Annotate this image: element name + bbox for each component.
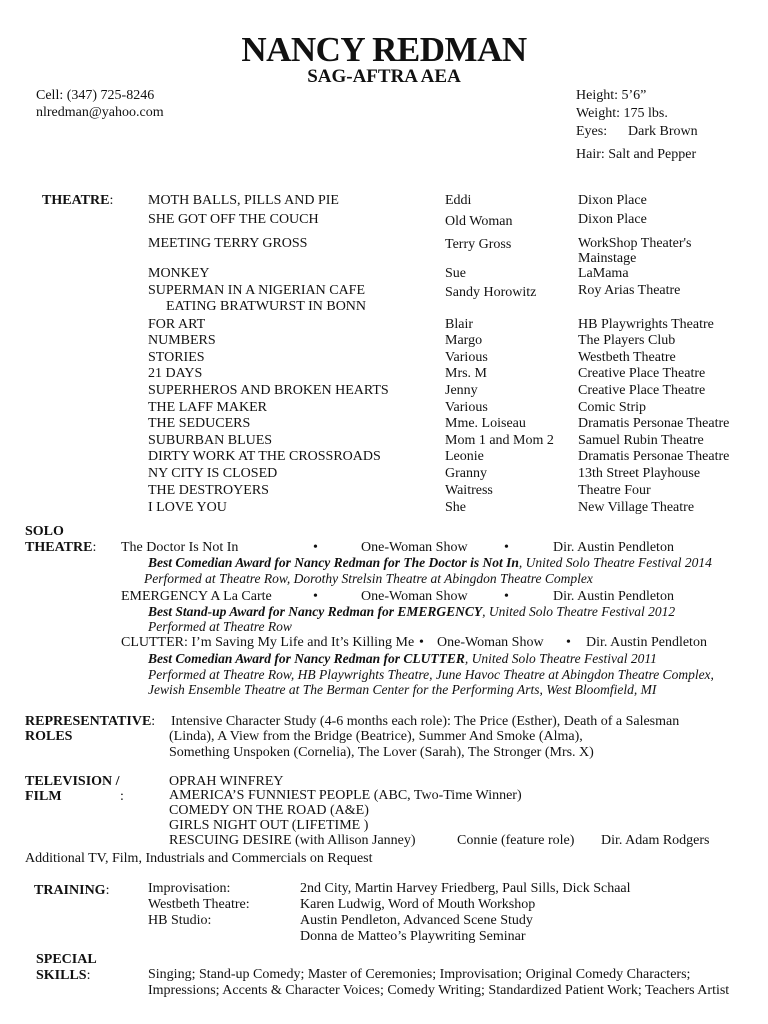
theatre-row	[0, 317, 768, 334]
tvfilm-credit: GIRLS NIGHT OUT (LIFETIME )	[169, 818, 369, 833]
bullet: •	[504, 589, 509, 604]
theatre-row	[0, 236, 768, 266]
award-name: Best Comedian Award for Nancy Redman for CLUTTER	[148, 651, 465, 666]
show-venue-cont: Mainstage	[578, 251, 637, 266]
show-venue: Dramatis Personae Theatre	[578, 416, 730, 431]
solo-performed-at-cont: Jewish Ensemble Theatre at The Berman Center for the Performing Arts, West Bloomfield, MI	[148, 682, 657, 697]
show-role: She	[445, 500, 466, 515]
show-venue: HB Playwrights Theatre	[578, 317, 714, 332]
show-role: Blair	[445, 317, 473, 332]
union-affiliations: SAG-AFTRA AEA	[307, 66, 461, 87]
bullet: •	[313, 589, 318, 604]
training-teachers: Karen Ludwig, Word of Mouth Workshop	[300, 897, 536, 912]
special-heading-line2	[36, 968, 90, 984]
show-role: Various	[445, 400, 488, 415]
show-role: Leonie	[445, 449, 484, 464]
solo-performed-at: Performed at Theatre Row, HB Playwrights Theatre, June Havoc Theatre at Abingdon Theatre Complex,	[148, 667, 714, 682]
award-festival: , United Solo Theatre Festival 2012	[482, 604, 676, 619]
show-role: Mrs. M	[445, 366, 488, 381]
training-school: Improvisation:	[148, 881, 231, 896]
show-title: MONKEY	[148, 266, 210, 281]
show-venue: WorkShop Theater's	[578, 236, 692, 251]
representative-heading-colon: :	[151, 714, 156, 729]
solo-award	[148, 555, 712, 571]
solo-performed-at: Performed at Theatre Row	[148, 619, 292, 634]
representative-heading-line2: ROLES	[25, 729, 73, 744]
show-venue: Creative Place Theatre	[578, 383, 706, 398]
bullet: •	[566, 635, 571, 650]
theatre-row	[0, 400, 768, 417]
special-skills-line: Impressions; Accents & Character Voices; Comedy Writing; Standardized Patient Work; Teachers Artist	[148, 983, 730, 998]
representative-roles-line: (Linda), A View from the Bridge (Beatrice), Summer And Smoke (Alma),	[169, 729, 583, 744]
theatre-row	[0, 449, 768, 466]
tvfilm-credit: RESCUING DESIRE (with Allison Janney)	[169, 833, 416, 848]
show-title: NUMBERS	[148, 333, 216, 348]
theatre-row	[0, 366, 768, 383]
show-venue: Dixon Place	[578, 212, 647, 227]
show-venue: LaMama	[578, 266, 629, 281]
solo-heading-line2	[25, 540, 96, 556]
special-heading-text: SKILLS	[36, 968, 87, 983]
award-festival: , United Solo Theatre Festival 2011	[464, 651, 657, 666]
hair: Hair: Salt and Pepper	[576, 147, 697, 162]
show-venue: The Players Club	[578, 333, 676, 348]
representative-roles-line: Intensive Character Study (4-6 months each role): The Price (Esther), Death of a Salesman	[171, 714, 680, 729]
solo-show-title: CLUTTER: I’m Saving My Life and It’s Killing Me	[121, 635, 415, 650]
training-school: HB Studio:	[148, 913, 212, 928]
show-title-cont: EATING BRATWURST IN BONN	[166, 299, 367, 314]
solo-show-director: Dir. Austin Pendleton	[586, 635, 707, 650]
solo-award	[148, 651, 657, 667]
show-venue: 13th Street Playhouse	[578, 466, 701, 481]
show-role: Margo	[445, 333, 483, 348]
special-skills-line: Singing; Stand-up Comedy; Master of Ceremonies; Improvisation; Original Comedy Characters;	[148, 967, 691, 982]
theatre-row	[0, 416, 768, 433]
solo-show-type: One-Woman Show	[361, 589, 468, 604]
show-venue: Roy Arias Theatre	[578, 283, 681, 298]
representative-heading	[25, 714, 155, 730]
show-title: SHE GOT OFF THE COUCH	[148, 212, 319, 227]
cell-phone: Cell: (347) 725-8246	[36, 88, 155, 103]
show-role: Jenny	[445, 383, 478, 398]
show-role: Eddi	[445, 193, 472, 208]
solo-show-title: The Doctor Is Not In	[121, 540, 239, 555]
show-title: NY CITY IS CLOSED	[148, 466, 278, 481]
show-venue: Comic Strip	[578, 400, 647, 415]
show-title: DIRTY WORK AT THE CROSSROADS	[148, 449, 381, 464]
show-role: Terry Gross	[445, 237, 512, 252]
show-venue: New Village Theatre	[578, 500, 695, 515]
solo-heading-text: THEATRE	[25, 540, 93, 555]
additional-credits-note: Additional TV, Film, Industrials and Commercials on Request	[25, 851, 373, 866]
show-venue: Dramatis Personae Theatre	[578, 449, 730, 464]
bullet: •	[419, 635, 424, 650]
show-title: SUPERMAN IN A NIGERIAN CAFE	[148, 283, 366, 298]
training-school: Westbeth Theatre:	[148, 897, 250, 912]
theatre-row	[0, 433, 768, 450]
tvfilm-heading-colon: :	[120, 789, 124, 804]
show-title: FOR ART	[148, 317, 206, 332]
show-role: Mom 1 and Mom 2	[445, 433, 554, 448]
theatre-row	[0, 483, 768, 500]
special-heading-line1: SPECIAL	[36, 952, 97, 967]
award-name: Best Comedian Award for Nancy Redman for The Doctor is Not In	[148, 555, 519, 570]
show-title: THE DESTROYERS	[148, 483, 269, 498]
tvfilm-credit: COMEDY ON THE ROAD (A&E)	[169, 803, 369, 818]
show-venue: Westbeth Theatre	[578, 350, 676, 365]
eyes-label: Eyes:	[576, 124, 608, 139]
show-title: SUPERHEROS AND BROKEN HEARTS	[148, 383, 389, 398]
theatre-row	[0, 266, 768, 283]
show-role: Granny	[445, 466, 487, 481]
training-teachers: Austin Pendleton, Advanced Scene Study	[300, 913, 533, 928]
show-venue: Creative Place Theatre	[578, 366, 706, 381]
theatre-row	[0, 383, 768, 400]
theatre-row	[0, 466, 768, 483]
solo-show-title: EMERGENCY A La Carte	[121, 589, 272, 604]
tvfilm-role: Connie (feature role)	[457, 833, 575, 848]
representative-heading-text: REPRESENTATIVE	[25, 714, 152, 729]
tvfilm-heading-line1: TELEVISION /	[25, 774, 120, 789]
special-heading-colon: :	[86, 968, 91, 983]
weight: Weight: 175 lbs.	[576, 106, 668, 121]
eyes-value: Dark Brown	[628, 124, 698, 139]
theatre-row	[0, 193, 768, 210]
bullet: •	[313, 540, 318, 555]
award-name: Best Stand-up Award for Nancy Redman for EMERGENCY	[148, 604, 483, 619]
tvfilm-credit: AMERICA’S FUNNIEST PEOPLE (ABC, Two-Time Winner)	[169, 788, 522, 803]
theatre-row	[0, 500, 768, 517]
show-title: STORIES	[148, 350, 205, 365]
show-role: Mme. Loiseau	[445, 416, 526, 431]
email: nlredman@yahoo.com	[36, 105, 164, 120]
theatre-row	[0, 283, 768, 314]
solo-show-type: One-Woman Show	[361, 540, 468, 555]
tvfilm-credit: OPRAH WINFREY	[169, 774, 284, 789]
tvfilm-heading-line2: FILM	[25, 789, 62, 804]
show-venue: Samuel Rubin Theatre	[578, 433, 704, 448]
show-title: I LOVE YOU	[148, 500, 227, 515]
solo-award	[148, 604, 675, 620]
show-title: THE LAFF MAKER	[148, 400, 268, 415]
bullet: •	[504, 540, 509, 555]
show-venue: Theatre Four	[578, 483, 651, 498]
show-role: Old Woman	[445, 214, 513, 229]
show-title: THE SEDUCERS	[148, 416, 251, 431]
training-teachers: 2nd City, Martin Harvey Friedberg, Paul Sills, Dick Schaal	[300, 881, 631, 896]
show-role: Various	[445, 350, 488, 365]
theatre-heading-text: THEATRE	[42, 193, 110, 208]
theatre-row	[0, 333, 768, 350]
show-title: SUBURBAN BLUES	[148, 433, 273, 448]
training-heading	[34, 883, 109, 899]
show-venue: Dixon Place	[578, 193, 647, 208]
theatre-row	[0, 350, 768, 367]
representative-roles-line: Something Unspoken (Cornelia), The Lover (Sarah), The Stronger (Mrs. X)	[169, 745, 594, 760]
solo-heading-line1: SOLO	[25, 524, 64, 539]
solo-performed-at: Performed at Theatre Row, Dorothy Strelsin Theatre at Abingdon Theatre Complex	[144, 571, 593, 586]
solo-show-director: Dir. Austin Pendleton	[553, 589, 674, 604]
height: Height: 5’6”	[576, 88, 647, 103]
resume-name: NANCY REDMAN	[241, 30, 527, 69]
solo-heading-colon: :	[92, 540, 97, 555]
training-heading-colon: :	[105, 883, 110, 898]
training-teachers: Donna de Matteo’s Playwriting Seminar	[300, 929, 526, 944]
show-role: Sue	[445, 266, 466, 281]
show-role: Waitress	[445, 483, 493, 498]
show-role: Sandy Horowitz	[445, 285, 537, 300]
theatre-row	[0, 212, 768, 229]
tvfilm-director: Dir. Adam Rodgers	[601, 833, 710, 848]
solo-show-director: Dir. Austin Pendleton	[553, 540, 674, 555]
training-heading-text: TRAINING	[34, 883, 106, 898]
theatre-heading-colon: :	[109, 193, 114, 208]
award-festival: , United Solo Theatre Festival 2014	[518, 555, 712, 570]
show-title: MEETING TERRY GROSS	[148, 236, 308, 251]
show-title: 21 DAYS	[148, 366, 203, 381]
show-title: MOTH BALLS, PILLS AND PIE	[148, 193, 339, 208]
solo-show-type: One-Woman Show	[437, 635, 544, 650]
